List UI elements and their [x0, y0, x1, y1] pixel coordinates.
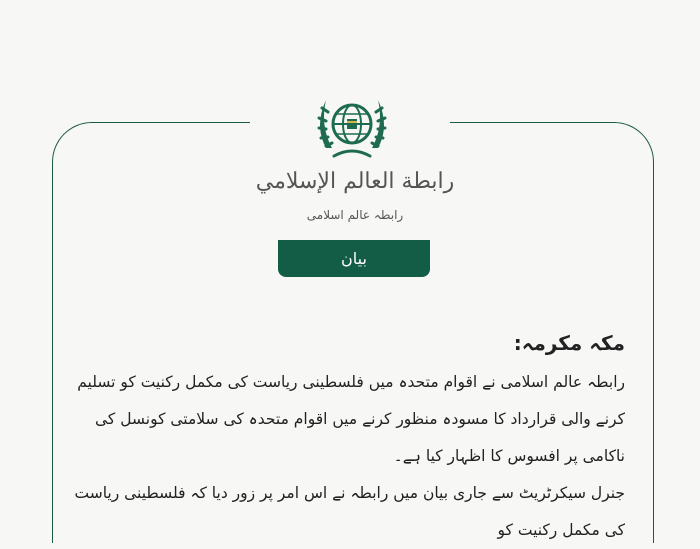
- statement-badge: بیان: [278, 240, 430, 277]
- logo-arabic-name: رابطة العالم الإسلامي: [255, 169, 455, 194]
- paragraph: جنرل سیکرٹریٹ سے جاری بیان میں رابطہ نے اس امر پر زور دیا کہ فلسطینی ریاست کی مکمل رکنیت کو: [74, 484, 625, 539]
- paragraph: رابطہ عالم اسلامی نے اقوام متحدہ میں فلسطینی ریاست کی مکمل رکنیت کو تسلیم کرنے والی قرارداد کا مسودہ منظور کرنے میں اقوام متحدہ کی سلامتی کونسل کی ناکامی پر افسوس کا اظہار کیا ہے۔: [77, 373, 625, 465]
- logo-urdu-name: رابطہ عالم اسلامی: [306, 208, 404, 222]
- statement-body: [65, 328, 625, 549]
- location-heading: مکہ مکرمہ:: [513, 331, 625, 355]
- mwl-emblem-icon: [312, 86, 392, 166]
